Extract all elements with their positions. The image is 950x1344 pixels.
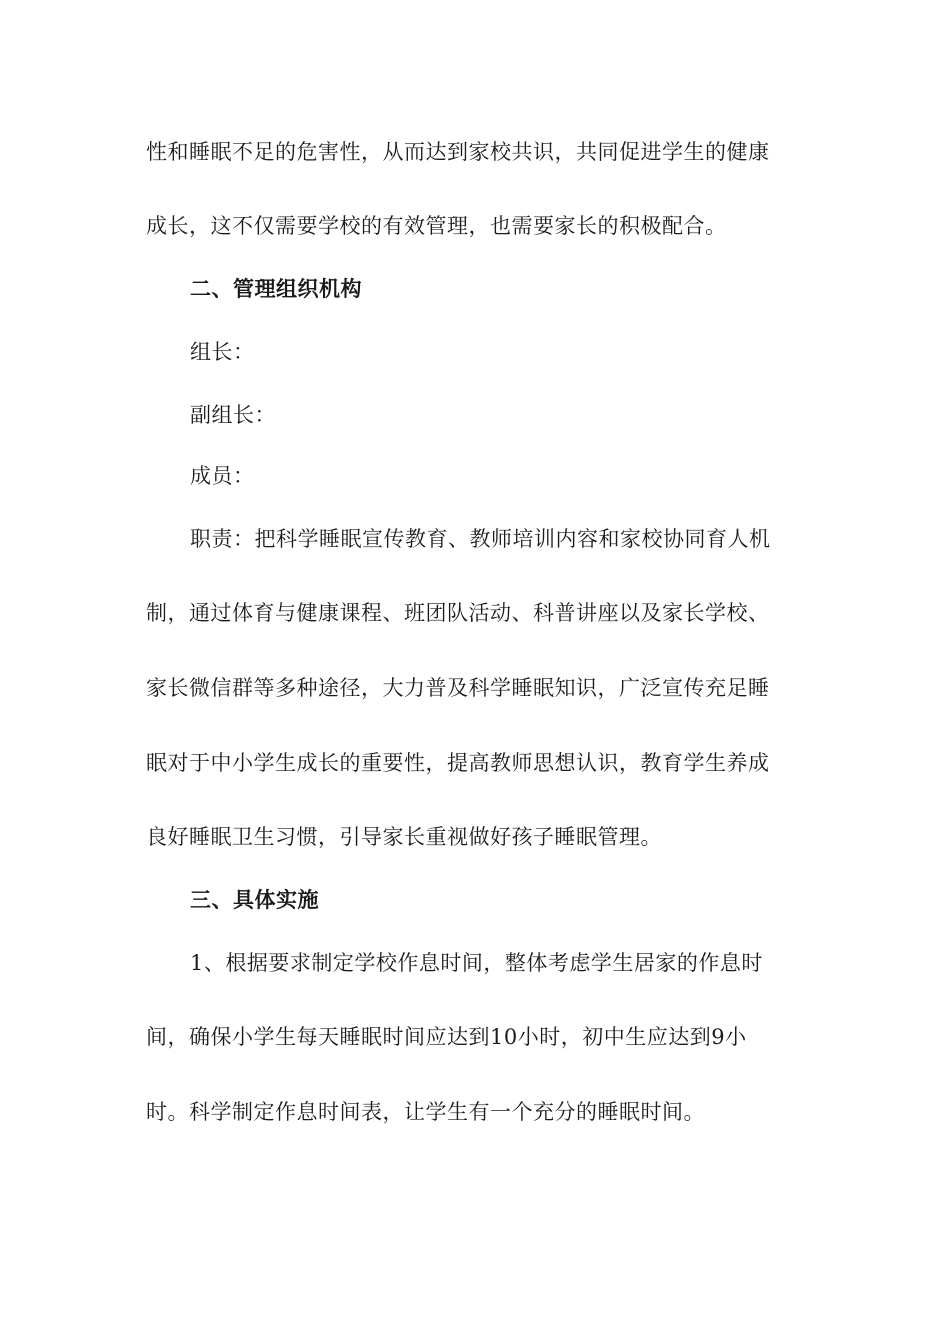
role-label-deputy: 副组长： [190, 403, 276, 427]
role-label-leader: 组长： [190, 340, 255, 364]
paragraph-line: 家长微信群等多种途径，大力普及科学睡眠知识，广泛宣传充足睡 [146, 676, 770, 700]
paragraph-line: 1、根据要求制定学校作息时间，整体考虑学生居家的作息时 [190, 951, 763, 975]
paragraph-line: 性和睡眠不足的危害性，从而达到家校共识，共同促进学生的健康 [146, 140, 770, 164]
paragraph-line: 时。科学制定作息时间表，让学生有一个充分的睡眠时间。 [146, 1100, 705, 1124]
paragraph-line: 制，通过体育与健康课程、班团队活动、科普讲座以及家长学校、 [146, 601, 770, 625]
role-label-members: 成员： [190, 464, 255, 488]
paragraph-line: 良好睡眠卫生习惯，引导家长重视做好孩子睡眠管理。 [146, 825, 662, 849]
section-heading: 二、管理组织机构 [190, 276, 362, 301]
paragraph-line: 成长，这不仅需要学校的有效管理，也需要家长的积极配合。 [146, 214, 727, 238]
paragraph-line: 眠对于中小学生成长的重要性，提高教师思想认识，教育学生养成 [146, 751, 770, 775]
section-heading: 三、具体实施 [190, 887, 319, 912]
paragraph-line: 职责：把科学睡眠宣传教育、教师培训内容和家校协同育人机 [190, 527, 771, 551]
paragraph-line: 间，确保小学生每天睡眠时间应达到10小时，初中生应达到9小 [146, 1025, 747, 1049]
